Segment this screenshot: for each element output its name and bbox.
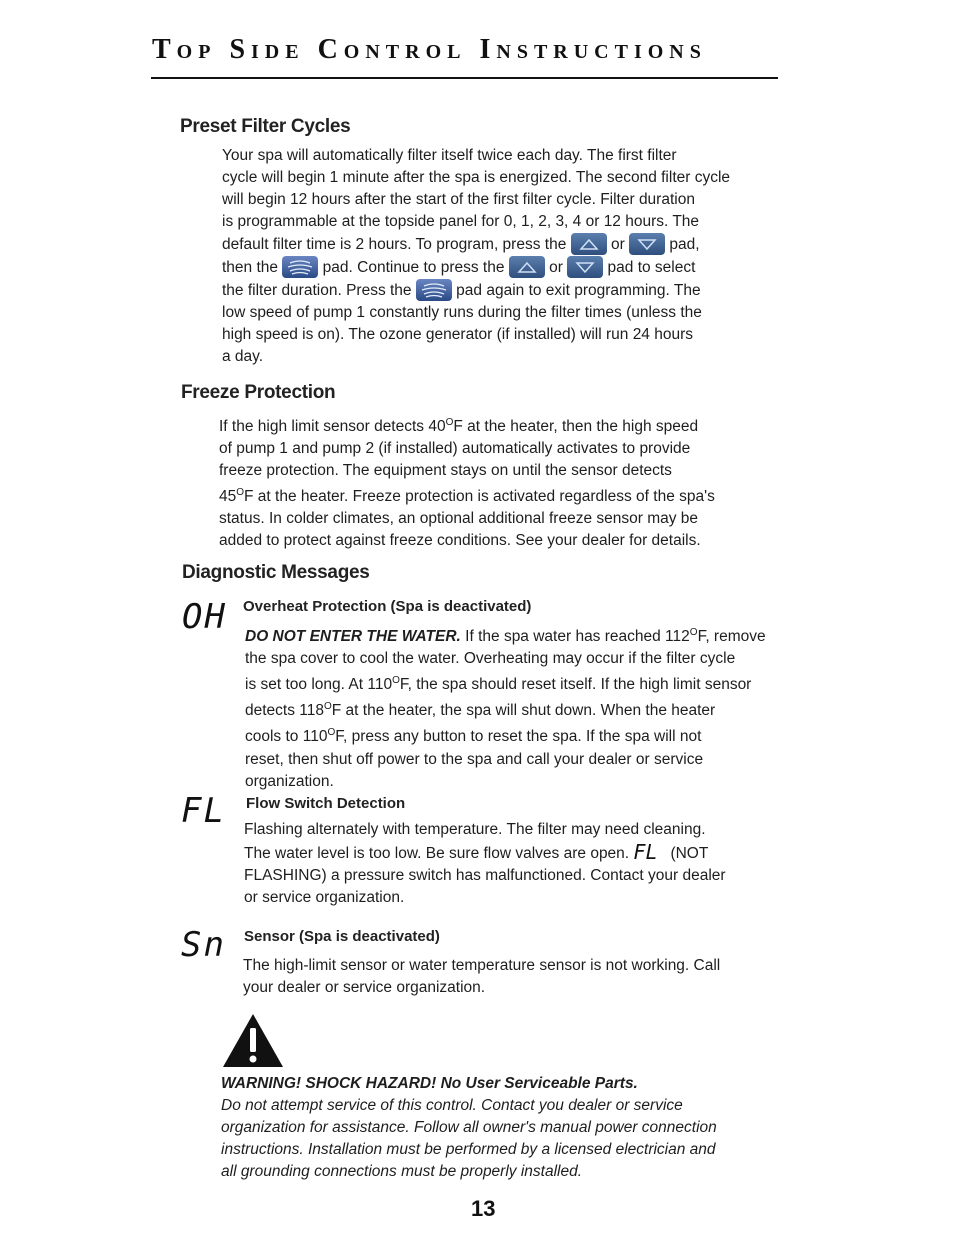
text: F at the heater, the spa will shut down. When the heater [331, 702, 716, 720]
down-arrow-pad-icon [629, 233, 665, 255]
preset-line: Your spa will automatically filter itself twice each day. The first filter [222, 147, 677, 164]
text: F at the heater. Freeze protection is activated regardless of the spa's [244, 488, 715, 506]
degree-mark: O [236, 487, 245, 499]
freeze-line: of pump 1 and pump 2 (if installed) automatically activates to provide [219, 440, 691, 458]
text: F, the spa should reset itself. If the high limit sensor [399, 676, 752, 694]
text: default filter time is 2 hours. To program, press the [222, 236, 567, 253]
sn-line: The high-limit sensor or water temperature sensor is not working. Call [243, 957, 721, 974]
oh-line [245, 722, 766, 748]
text: cools to 110 [245, 728, 328, 746]
freeze-line: status. In colder climates, an optional additional freeze sensor may be [219, 510, 699, 528]
text: F at the heater, then the high speed [453, 418, 699, 436]
text: F, press any button to reset the spa. If the spa will not [335, 728, 702, 746]
warning-triangle-icon [221, 1012, 285, 1069]
sn-display-code: Sn [181, 925, 226, 965]
fl-paragraph [244, 819, 726, 909]
oh-line: organization. [245, 772, 334, 790]
page-title: Top Side Control Instructions [152, 34, 707, 65]
up-arrow-pad-icon [571, 233, 607, 255]
jets-pad-icon [282, 256, 318, 278]
freeze-paragraph [219, 412, 715, 552]
down-arrow-pad-icon [567, 256, 603, 278]
oh-line [245, 622, 766, 648]
sn-title: Sensor (Spa is deactivated) [244, 928, 440, 945]
fl-title: Flow Switch Detection [246, 795, 406, 812]
preset-line: high speed is on). The ozone generator (if installed) will run 24 hours [222, 326, 694, 343]
oh-line: reset, then shut off power to the spa and call your dealer or service [245, 750, 704, 768]
fl-line: Flashing alternately with temperature. The filter may need cleaning. [244, 821, 706, 838]
text: If the high limit sensor detects 40 [219, 418, 446, 436]
warning-line: Do not attempt service of this control. Contact you dealer or service [221, 1097, 683, 1114]
preset-line: cycle will begin 1 minute after the spa is energized. The second filter cycle [222, 169, 731, 186]
freeze-line: added to protect against freeze conditions. See your dealer for details. [219, 532, 701, 550]
oh-line: the spa cover to cool the water. Overheating may occur if the filter cycle [245, 650, 736, 668]
text: 45 [219, 488, 237, 506]
preset-line [222, 279, 730, 302]
text: or [549, 259, 563, 276]
fl-line [244, 841, 726, 865]
freeze-line [219, 482, 715, 508]
degree-mark: O [392, 675, 400, 687]
preset-paragraph [222, 145, 730, 368]
freeze-line: freeze protection. The equipment stays on until the sensor detects [219, 462, 672, 480]
text: pad to select [607, 259, 696, 276]
text: then the [222, 259, 279, 276]
text: If the spa water has reached 112 [460, 628, 690, 646]
sn-paragraph [243, 955, 720, 999]
page-number: 13 [471, 1196, 496, 1221]
fl-line: FLASHING) a pressure switch has malfunctioned. Contact your dealer [244, 867, 726, 884]
degree-mark: O [689, 627, 698, 638]
oh-line [245, 670, 766, 696]
text: pad. Continue to press the [322, 259, 505, 276]
preset-line [222, 256, 730, 279]
text: The water level is too low. Be sure flow valves are open. [244, 845, 630, 862]
preset-line [222, 233, 730, 256]
fl-inline-code: FL [633, 840, 658, 864]
fl-line: or service organization. [244, 889, 405, 906]
do-not-enter-warning: DO NOT ENTER THE WATER. [245, 628, 461, 646]
oh-display-code: OH [182, 597, 227, 637]
degree-mark: O [327, 727, 336, 739]
oh-line [245, 696, 766, 722]
text: or [610, 236, 625, 253]
text: F, remove [697, 628, 766, 646]
text: pad again to exit programming. The [456, 282, 701, 299]
oh-paragraph [245, 622, 766, 793]
preset-line: a day. [222, 348, 264, 365]
freeze-line [219, 412, 715, 438]
text: is set too long. At 110 [245, 676, 393, 694]
title-rule [151, 77, 778, 79]
preset-line: low speed of pump 1 constantly runs during the filter times (unless the [222, 304, 702, 321]
up-arrow-pad-icon [509, 256, 545, 278]
warning-line: all grounding connections must be properly installed. [221, 1163, 583, 1180]
text: pad, [669, 236, 700, 253]
text: detects 118 [245, 702, 324, 720]
jets-pad-icon [416, 279, 452, 301]
preset-heading: Preset Filter Cycles [180, 116, 351, 137]
fl-display-code: FL [181, 791, 226, 831]
text: the filter duration. Press the [222, 282, 412, 299]
degree-mark: O [324, 701, 332, 713]
freeze-heading: Freeze Protection [181, 382, 336, 403]
diagnostic-heading: Diagnostic Messages [182, 562, 370, 583]
warning-block [221, 1073, 717, 1183]
warning-line: instructions. Installation must be performed by a licensed electrician and [221, 1141, 716, 1158]
warning-title: WARNING! SHOCK HAZARD! No User Serviceable Parts. [221, 1075, 638, 1092]
sn-line: your dealer or service organization. [243, 979, 486, 996]
oh-title: Overheat Protection (Spa is deactivated) [243, 598, 532, 615]
preset-line: will begin 12 hours after the start of the first filter cycle. Filter duration [222, 191, 695, 208]
text: (NOT [670, 845, 709, 862]
degree-mark: O [445, 417, 454, 428]
preset-line: is programmable at the topside panel for 0, 1, 2, 3, 4 or 12 hours. The [222, 213, 700, 230]
warning-line: organization for assistance. Follow all owner's manual power connection [221, 1119, 717, 1136]
